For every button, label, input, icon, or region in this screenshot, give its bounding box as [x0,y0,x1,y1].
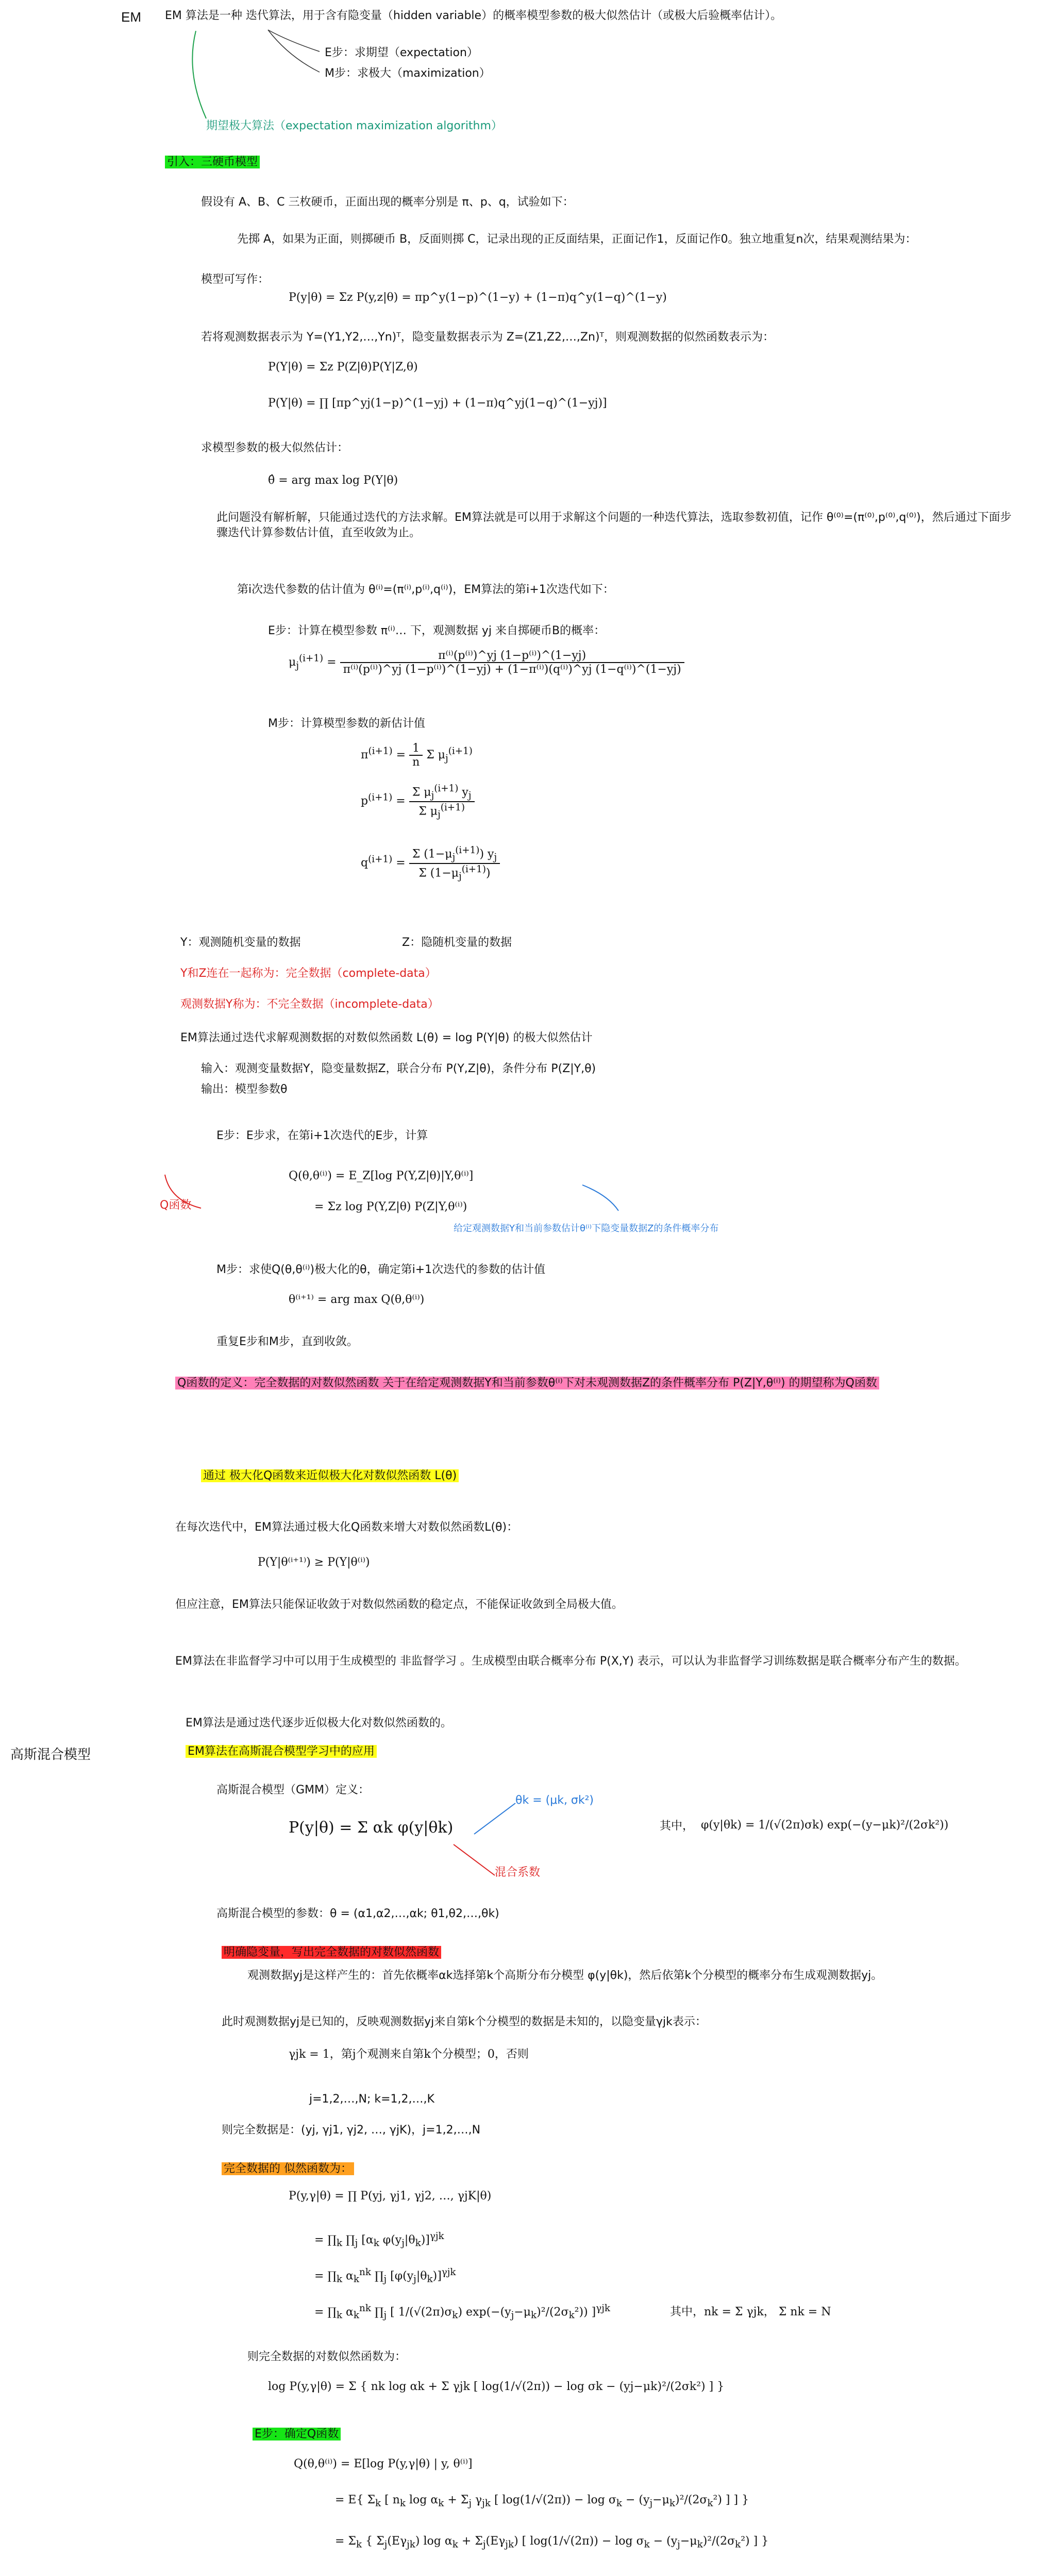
intro-likelihood-2: P(Y|θ) = ∏ [πp^yj(1−p)^(1−yj) + (1−π)q^yj(1−q)^(1−yj)] [268,397,607,410]
gmm-step-1b: 此时观测数据yj是已知的，反映观测数据yj来自第k个分模型的数据是未知的，以隐变量γjk表示： [222,2015,707,2028]
intro-model-eq: P(y|θ) = Σz P(y,z|θ) = πp^y(1−p)^(1−y) + (1−π)q^y(1−q)^(1−y) [289,291,667,304]
general-e-step-label: E步：E步求，在第i+1次迭代的E步，计算 [216,1129,428,1142]
q-function-eq: Q(θ,θ⁽ⁱ⁾) = E_Z[log P(Y,Z|θ)|Y,θ⁽ⁱ⁾] [289,1170,474,1182]
gmm-joint-label [222,2161,354,2177]
em-definition [165,8,782,24]
q-definition [175,1376,1026,1391]
section-label-em: EM [121,9,141,25]
gmm-def-eq: P(y|θ) = Σ αk φ(y|θk) [289,1819,454,1837]
intro-e-step: E步：计算在模型参数 π⁽ⁱ⁾… 下，观测数据 yj 来自掷硬币B的概率： [268,624,606,637]
intro-setup: 假设有 A、B、C 三枚硬币，正面出现的概率分别是 π、p、q，试验如下： [201,196,574,209]
intro-obs-label: 若将观测数据表示为 Y=(Y1,Y2,…,Yn)ᵀ，隐变量数据表示为 Z=(Z1,Z2,…,Zn)ᵀ，则观测数据的似然函数表示为： [201,331,774,344]
gmm-joint-eq-3: = $\prod_k$ $\alpha_k^{nk}$ $\prod_j$ $[\varphi(y_j|\theta_k)]^{\gamma jk}$ [314,2267,456,2285]
intro-likelihood-1: P(Y|θ) = Σz P(Z|θ)P(Y|Z,θ) [268,361,418,374]
intro-iteration: 第i次迭代参数的估计值为 θ⁽ⁱ⁾=(π⁽ⁱ⁾,p⁽ⁱ⁾,q⁽ⁱ⁾)，EM算法的第i+1次迭代如下： [237,583,614,596]
gmm-e-step-text: E步：确定Q函数 [253,2428,341,2441]
note-y-observed: Y：观测随机变量的数据 [180,936,301,949]
intro-e-step-formula: $\mu_j^{(i+1)}$ = π⁽ⁱ⁾(p⁽ⁱ⁾)^yj (1−p⁽ⁱ⁾)^(1−yj) π⁽ⁱ⁾(p⁽ⁱ⁾)^yj (1−p⁽ⁱ⁾)^(1−yj) + (1−π⁽ⁱ⁾)(q⁽ⁱ⁾)^yj (1−q⁽ⁱ⁾)^(1−yj) [289,649,684,676]
note-output: 输出：模型参数θ [201,1083,288,1096]
gmm-title [186,1744,377,1759]
gmm-joint-eq-4: = $\prod_k$ $\alpha_k^{nk}$ $\prod_j$ [ $1/(√(2\pi)\sigma_k)$ $\exp(-(y_j-\mu_k)^2/(2\sigma_k^2))$ ]$^{\gamma jk}$ [314,2303,610,2321]
summary-line-2: EM算法是通过迭代逐步近似极大化对数似然函数的。 [186,1717,452,1730]
em-m-step: M步：求极大（maximization） [325,67,491,80]
section-label-gmm: 高斯混合模型 [10,1747,91,1762]
gmm-gamma-range: j=1,2,…,N; k=1,2,…,K [309,2093,434,2106]
note-incomplete-data: 观测数据Y称为：不完全数据（incomplete-data） [180,998,439,1011]
convergence-note: 但应注意，EM算法只能保证收敛于对数似然函数的稳定点，不能保证收敛到全局极大值。 [175,1598,623,1611]
gmm-joint-label-text: 完全数据的 似然函数为： [222,2162,354,2175]
note-z-hidden: Z：隐随机变量的数据 [402,936,512,949]
convergence-eq: P(Y|θ⁽ⁱ⁺¹⁾) ≥ P(Y|θ⁽ⁱ⁾) [258,1556,370,1569]
gmm-complete-data: 则完全数据是：(yj, γj1, γj2, …, γjK)，j=1,2,…,N [222,2124,481,2137]
q-function-tag: Q函数 [160,1199,192,1212]
gmm-gamma-def: γjk = 1，第j个观测来自第k个分模型；0，否则 [289,2048,529,2061]
q-maximize [201,1468,459,1484]
intro-mle-label: 求模型参数的极大似然估计： [201,442,349,454]
gmm-q-eq-3: = $\Sigma_k$ { $\Sigma_j(E\gamma_{jk})$ $\log \alpha_k + \Sigma_j(E\gamma_{jk})$ [ $\log(1/√(2\pi)) - \log \sigma_k - (y_j-\mu_k)^2/(2\sigma_k^2)$ ] } [335,2535,769,2550]
gmm-phi-label: 其中， [660,1820,694,1833]
gmm-e-step-label [253,2427,341,2442]
note-complete-data: Y和Z连在一起称为：完全数据（complete-data） [180,967,437,980]
gmm-def-label: 高斯混合模型（GMM）定义： [216,1784,370,1797]
gmm-phi-eq: φ(y|θk) = 1/(√(2π)σk) exp(−(y−μk)²/(2σk²)) [701,1819,949,1832]
q-function-note: 给定观测数据Y和当前参数估计θ⁽ⁱ⁾下隐变量数据Z的条件概率分布 [454,1223,719,1234]
em-full-name: 期望极大算法（expectation maximization algorithm） [206,120,502,132]
intro-pi-update: $\pi^{(i+1)}$ = $\frac{1}{n}$ Σ $\mu_j^{(i+1)}$ [361,742,473,769]
gmm-joint-eq-2: = $\prod_k$ $\prod_j$ [$\alpha_k$ $\varphi(y_j|\theta_k)]^{\gamma jk}$ [314,2231,444,2249]
gmm-step-1-text: 明确隐变量，写出完全数据的对数似然函数 [222,1946,441,1959]
general-repeat: 重复E步和M步，直到收敛。 [216,1335,358,1348]
intro-m-step: M步：计算模型参数的新估计值 [268,717,425,730]
general-m-step-label: M步：求使Q(θ,θ⁽ⁱ⁾)极大化的θ，确定第i+1次迭代的参数的估计值 [216,1263,546,1276]
gmm-q-eq-1: Q(θ,θ⁽ⁱ⁾) = E[log P(y,γ|θ) | y, θ⁽ⁱ⁾] [294,2458,473,2470]
em-e-step: E步：求期望（expectation） [325,46,478,59]
q-function-eq-2: = Σz log P(Y,Z|θ) P(Z|Y,θ⁽ⁱ⁾) [314,1200,467,1213]
gmm-alpha-note: 混合系数 [495,1866,541,1879]
q-definition-text: Q函数的定义：完全数据的对数似然函数 关于在给定观测数据Y和当前参数θ⁽ⁱ⁾下对未观测数据Z的条件概率分布 P(Z|Y,θ⁽ⁱ⁾) 的期望称为Q函数 [175,1377,879,1389]
gmm-params: 高斯混合模型的参数：θ = (α1,α2,…,αk; θ1,θ2,…,θk) [216,1907,499,1920]
q-maximize-text: 通过 极大化Q函数来近似极大化对数似然函数 L(θ) [201,1469,459,1482]
gmm-step-1a: 观测数据yj是这样产生的：首先依概率αk选择第k个高斯分布分模型 φ(y|θk)，然后依第k个分模型的概率分布生成观测数据yj。 [247,1969,883,1982]
gmm-nk-def: 其中，nk = Σ γjk， Σ nk = N [670,2306,831,2318]
intro-p-update: $p^{(i+1)}$ = $\frac{\Sigma \mu_j^{(i+1)} y_j}{\Sigma \mu_j^{(i+1)}}$ [361,783,475,820]
intro-title [165,155,260,170]
gmm-q-eq-2: = E{ $\Sigma_k$ [ $n_k$ $\log \alpha_k + \Sigma_j$ $\gamma_{jk}$ [ $\log(1/√(2\pi)) - \log \sigma_k - (y_j-\mu_k)^2/(2\sigma_k^2)$ ] ] } [335,2494,749,2509]
em-definition-text: EM 算法是一种 迭代算法，用于含有隐变量（hidden variable）的概率模型参数的极大似然估计（或极大后验概率估计）。 [165,9,782,22]
intro-mle-eq: θ̂ = arg max log P(Y|θ) [268,474,398,487]
gmm-joint-eq: P(y,γ|θ) = ∏ P(yj, γj1, γj2, …, γjK|θ) [289,2190,492,2202]
convergence-label: 在每次迭代中，EM算法通过极大化Q函数来增大对数似然函数L(θ)： [175,1521,518,1534]
intro-procedure: 先掷 A，如果为正面，则掷硬币 B，反面则掷 C，记录出现的正反面结果，正面记作1，反面记作0。独立地重复n次，结果观测结果为： [237,233,917,246]
intro-model-label: 模型可写作： [201,273,270,286]
gmm-title-text: EM算法在高斯混合模型学习中的应用 [186,1745,377,1758]
note-em-general: EM算法通过迭代求解观测数据的对数似然函数 L(θ) = log P(Y|θ) 的极大似然估计 [180,1031,593,1044]
summary-line-1: EM算法在非监督学习中可以用于生成模型的 非监督学习 。生成模型由联合概率分布 P(X,Y) 表示，可以认为非监督学习训练数据是联合概率分布产生的数据。 [175,1655,966,1668]
gmm-step-1 [222,1945,441,1960]
gmm-loglik-label: 则完全数据的对数似然函数为： [247,2350,407,2363]
note-input: 输入：观测变量数据Y，隐变量数据Z，联合分布 P(Y,Z|θ)，条件分布 P(Z|Y,θ) [201,1062,596,1075]
gmm-loglik-eq: log P(y,γ|θ) = Σ { nk log αk + Σ γjk [ log(1/√(2π)) − log σk − (yj−μk)²/(2σk²) ] } [268,2380,725,2393]
intro-title-highlight: 引入：三硬币模型 [165,156,260,168]
intro-q-update: $q^{(i+1)}$ = $\frac{\Sigma (1-\mu_j^{(i+1)}) y_j}{\Sigma (1-\mu_j^{(i+1)})}$ [361,845,500,882]
gmm-theta-k: θk = (μk, σk²) [515,1794,594,1807]
intro-no-closed-form: 此问题没有解析解，只能通过迭代的方法求解。EM算法就是可以用于求解这个问题的一种迭代算法，选取参数初值，记作 θ⁽⁰⁾=(π⁽⁰⁾,p⁽⁰⁾,q⁽⁰⁾)，然后通过下面步骤迭代计算参数估计值，直至收敛为止。 [216,511,1012,539]
general-m-step-eq: θ⁽ⁱ⁺¹⁾ = arg max Q(θ,θ⁽ⁱ⁾) [289,1293,425,1306]
